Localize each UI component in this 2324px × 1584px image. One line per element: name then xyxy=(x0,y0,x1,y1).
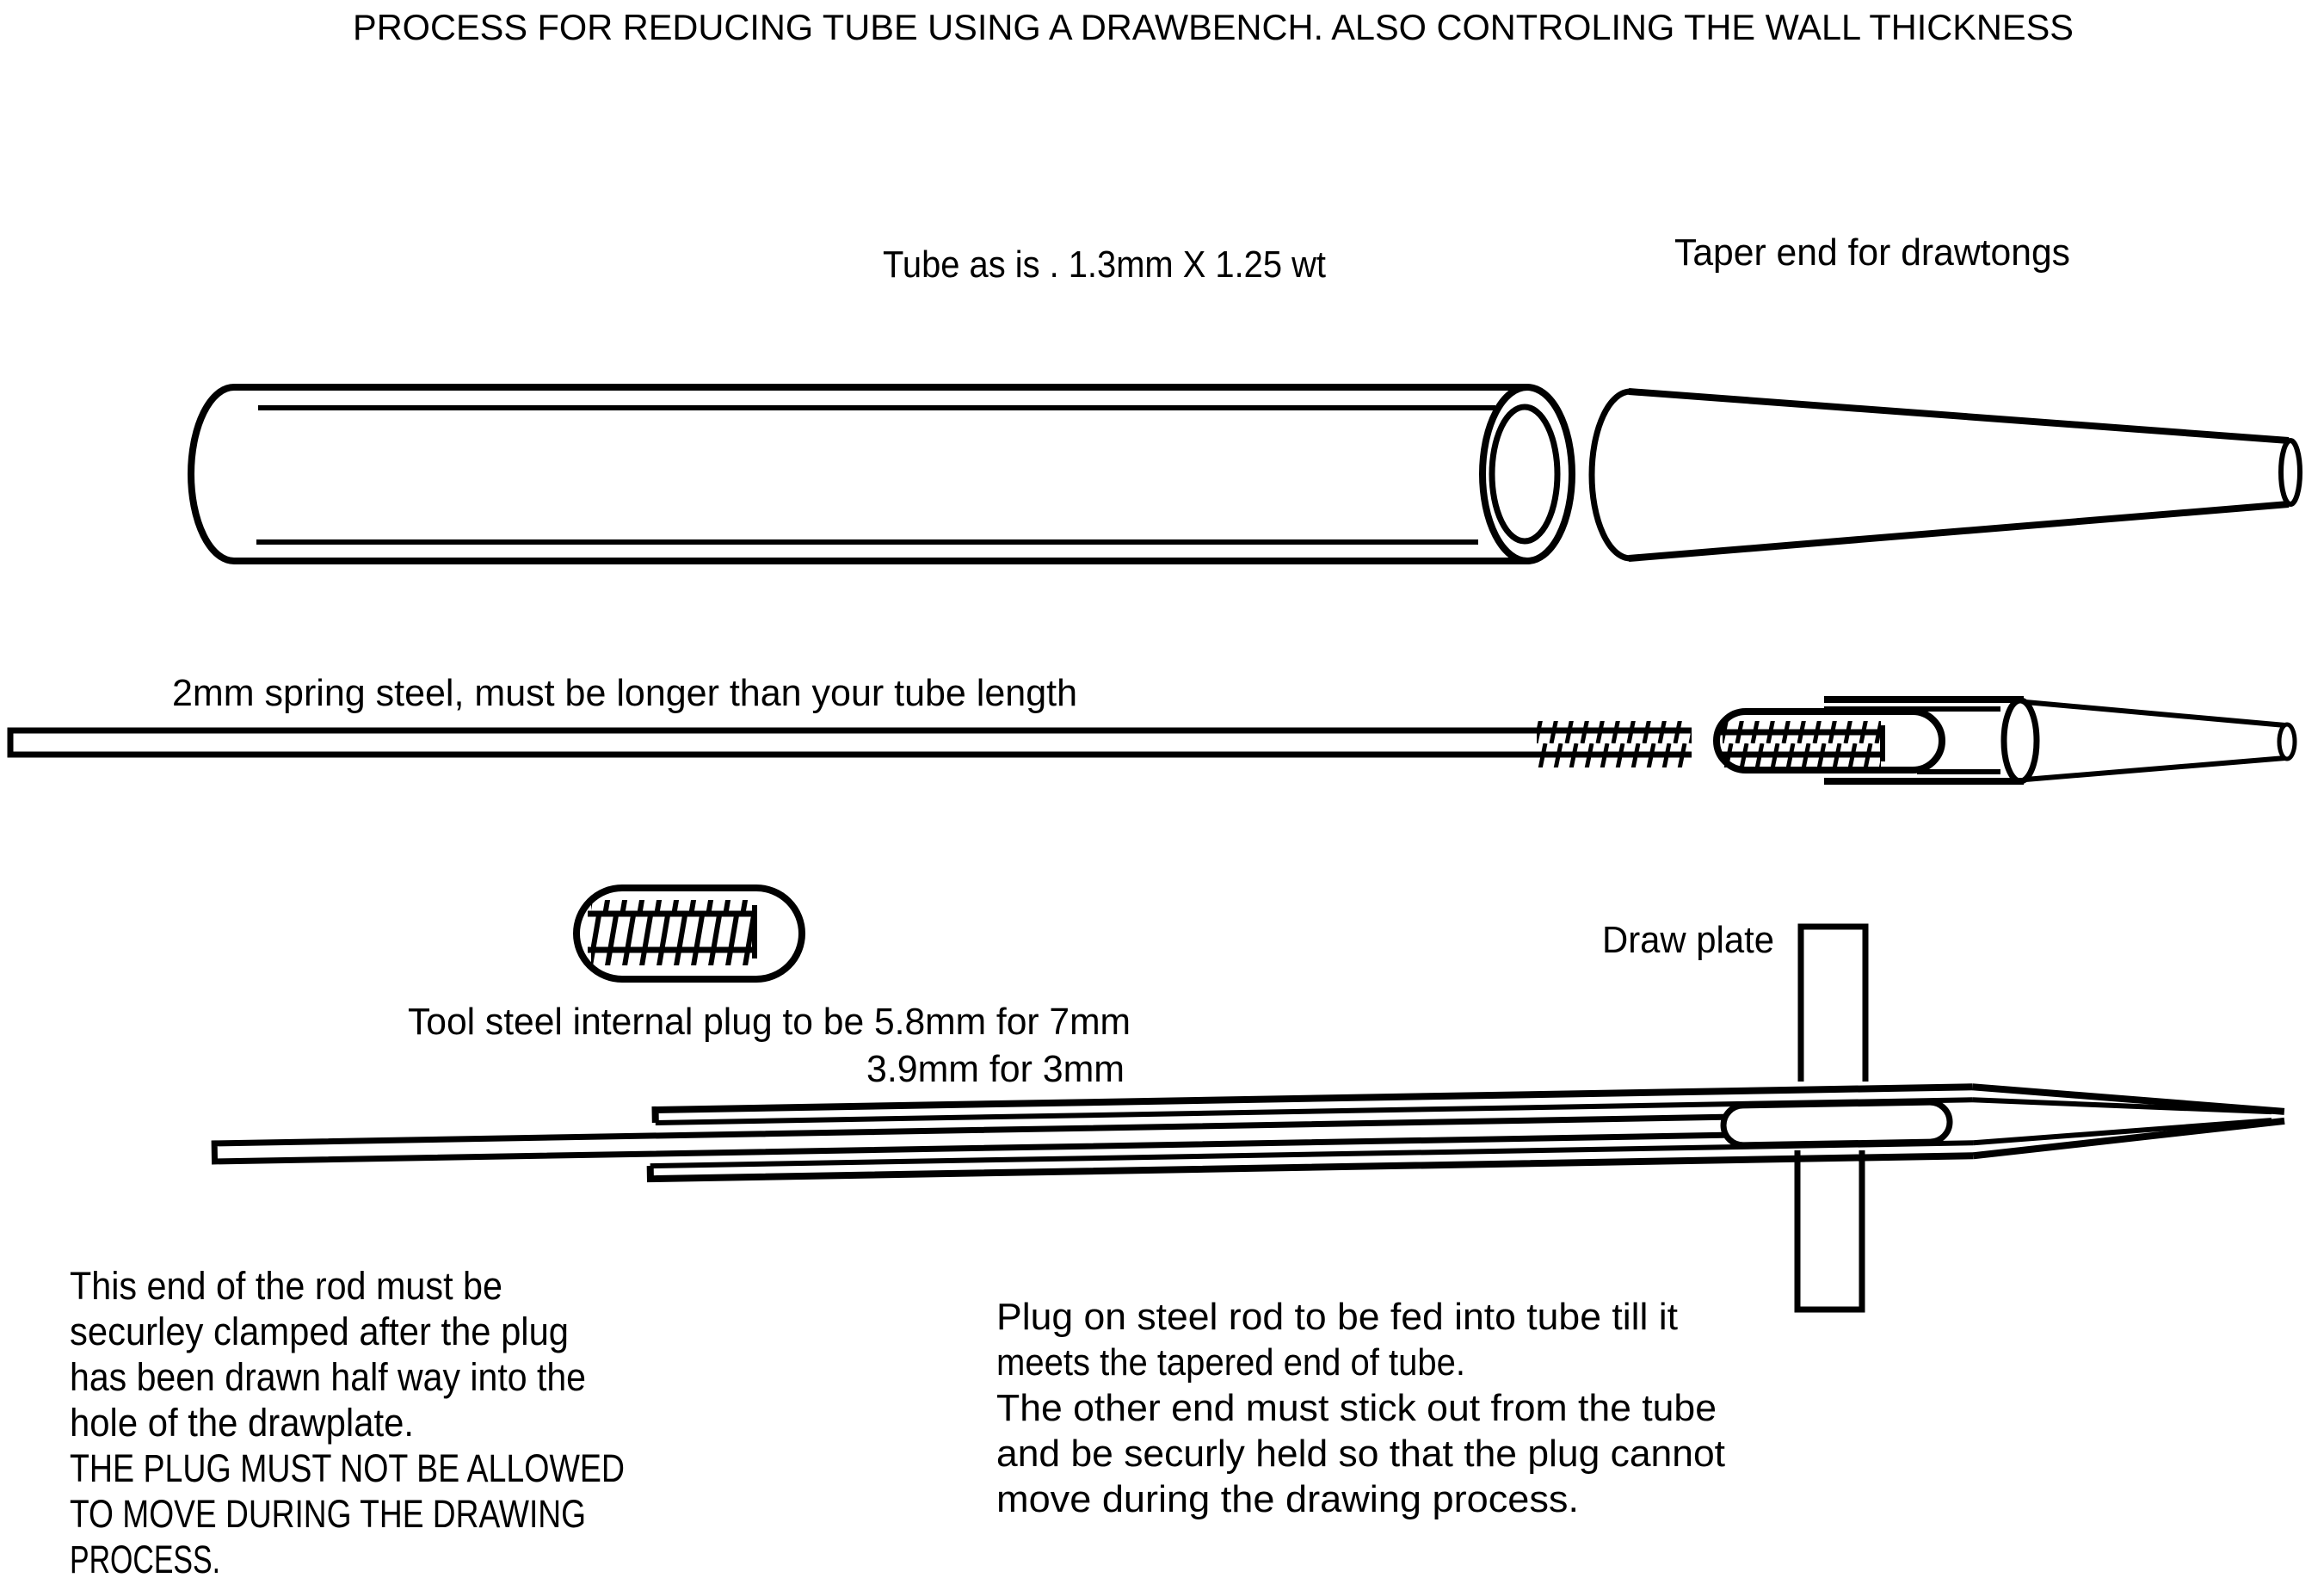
taper-end-label: Taper end for drawtongs xyxy=(1674,231,2070,274)
plug-note-line: and be securly held so that the plug cannot xyxy=(996,1433,1725,1475)
clamp-note-line: THE PLUG MUST NOT BE ALLOWED xyxy=(70,1446,625,1490)
taper-left-arc xyxy=(1592,391,1630,558)
tube-taper-bottom xyxy=(2025,758,2285,780)
internal-plug-hatching xyxy=(591,900,755,965)
clamp-note-line: has been drawn half way into the xyxy=(70,1355,586,1399)
tube-as-is-label: Tube as is . 1.3mm X 1.25 wt xyxy=(883,243,1326,286)
clamp-note-line: securley clamped after the plug xyxy=(70,1310,569,1353)
tube-mouth-ellipse xyxy=(2004,700,2037,781)
taper-bottom-edge xyxy=(1629,504,2289,558)
assembly-rod xyxy=(214,1117,1729,1162)
plug-thread-hatching xyxy=(1723,721,1881,767)
clamp-note-line: hole of the drawplate. xyxy=(70,1401,414,1445)
clamp-note-line: TO MOVE DURING THE DRAWING xyxy=(70,1492,586,1536)
figure-title: PROCESS FOR REDUCING TUBE USING A DRAWBENCH. ALSO CONTROLING THE WALL THICKNESS xyxy=(353,7,2074,47)
tube-drawing xyxy=(191,387,1572,561)
plug-note-line: Plug on steel rod to be fed into tube till it xyxy=(996,1296,1678,1338)
assembly-arrow-point xyxy=(1972,1082,2284,1156)
clamp-note-line: This end of the rod must be xyxy=(70,1264,502,1308)
assembly-plug-capsule xyxy=(1723,1102,1951,1146)
tube-left-cap xyxy=(191,387,234,561)
draw-plate-upper-bar xyxy=(1801,927,1865,1082)
plug-note-line: move during the drawing process. xyxy=(996,1478,1579,1520)
plug-spec-label-line2: 3.9mm for 3mm xyxy=(866,1048,1125,1090)
taper-top-edge xyxy=(1629,391,2289,441)
rod-thread-section xyxy=(1534,721,1692,767)
tube-taper-tip-ellipse xyxy=(2279,724,2295,759)
plug-note-line: The other end must stick out from the tube xyxy=(996,1387,1717,1429)
plug-in-tube xyxy=(1717,712,1942,770)
taper-drawing xyxy=(1592,391,2300,558)
draw-plate-label: Draw plate xyxy=(1602,919,1774,961)
internal-plug-drawing xyxy=(576,888,802,979)
spring-steel-rod xyxy=(10,730,1534,755)
spring-steel-label: 2mm spring steel, must be longer than your tube length xyxy=(172,672,1077,714)
plug-note-line: meets the tapered end of tube. xyxy=(996,1341,1465,1384)
plug-note xyxy=(996,1296,1725,1520)
tube-taper-top xyxy=(2025,702,2285,725)
taper-tip-ellipse xyxy=(2281,441,2300,504)
assembly-drawing xyxy=(214,1082,2285,1186)
clamp-note xyxy=(70,1264,625,1581)
draw-plate-lower-bar xyxy=(1797,1150,1862,1310)
plug-spec-label-line1: Tool steel internal plug to be 5.8mm for 7mm xyxy=(408,1001,1131,1043)
clamp-note-line: PROCESS. xyxy=(70,1538,220,1581)
